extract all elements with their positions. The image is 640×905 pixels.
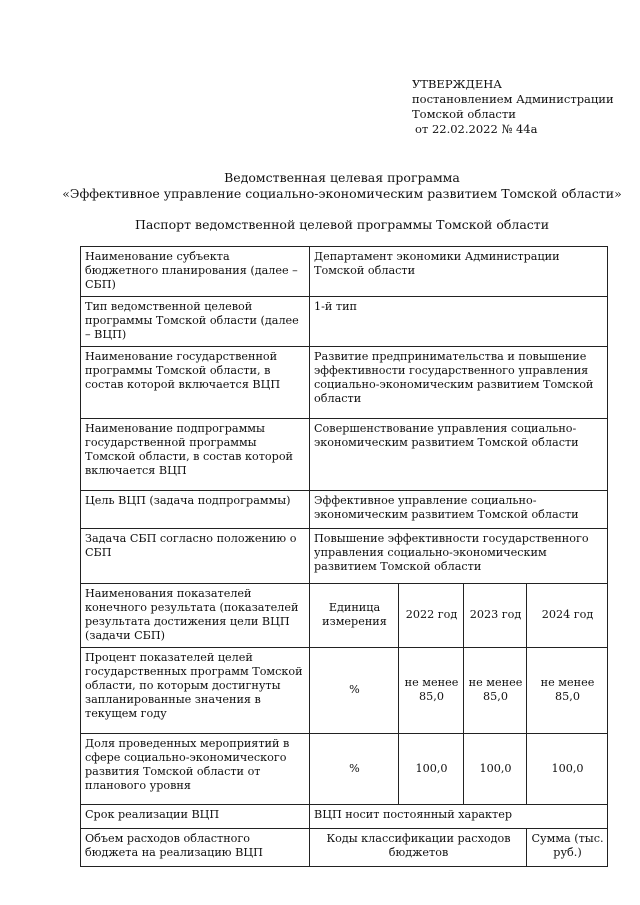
row-label: Наименование подпрограммы государственной программы Томской области, в состав которой включается ВЦП	[81, 419, 310, 491]
indicator-value: не менее 85,0	[399, 648, 464, 734]
indicator-unit: %	[310, 648, 399, 734]
table-row	[81, 491, 608, 529]
row-value: 1-й тип	[310, 297, 608, 347]
indicator-row	[81, 648, 608, 734]
row-label: Срок реализации ВЦП	[81, 805, 310, 829]
row-value: Развитие предпринимательства и повышение эффективности государственного управления социально-экономическим развитием Томской области	[310, 347, 608, 419]
header-unit: Единица измерения	[310, 584, 399, 648]
indicator-name: Процент показателей целей государственных программ Томской области, по которым достигнуты запланированные значения в текущем году	[81, 648, 310, 734]
table-row	[81, 529, 608, 584]
table-row	[81, 805, 608, 829]
passport-title: Паспорт ведомственной целевой программы Томской области	[134, 217, 550, 232]
approval-stamp	[412, 77, 614, 137]
row-label: Объем расходов областного бюджета на реализацию ВЦП	[81, 829, 310, 867]
approval-line: постановлением Администрации	[412, 92, 614, 106]
indicator-value: 100,0	[464, 734, 527, 805]
table-row	[81, 247, 608, 297]
row-label: Цель ВЦП (задача подпрограммы)	[81, 491, 310, 529]
passport-table	[80, 246, 608, 867]
budget-sum: Сумма (тыс. руб.)	[527, 829, 608, 867]
row-label: Задача СБП согласно положению о СБП	[81, 529, 310, 584]
row-value: ВЦП носит постоянный характер	[310, 805, 608, 829]
indicator-row	[81, 734, 608, 805]
indicator-value: 100,0	[527, 734, 608, 805]
table-row	[81, 347, 608, 419]
budget-codes: Коды классификации расходов бюджетов	[310, 829, 527, 867]
program-name: «Эффективное управление социально-экономическим развитием Томской области»	[62, 186, 622, 201]
approval-title: УТВЕРЖДЕНА	[412, 77, 502, 91]
row-label: Тип ведомственной целевой программы Томской области (далее – ВЦП)	[81, 297, 310, 347]
indicator-unit: %	[310, 734, 399, 805]
indicator-name: Доля проведенных мероприятий в сфере социально-экономического развития Томской области от планового уровня	[81, 734, 310, 805]
indicator-value: 100,0	[399, 734, 464, 805]
indicator-value: не менее 85,0	[464, 648, 527, 734]
indicator-value: не менее 85,0	[527, 648, 608, 734]
table-row	[81, 297, 608, 347]
indicators-header	[81, 584, 608, 648]
row-value: Совершенствование управления социально-экономическим развитием Томской области	[310, 419, 608, 491]
header-year: 2024 год	[527, 584, 608, 648]
program-title: Ведомственная целевая программа	[224, 170, 460, 185]
row-value: Департамент экономики Администрации Томской области	[310, 247, 608, 297]
approval-date: от 22.02.2022 № 44а	[415, 122, 538, 136]
row-value: Повышение эффективности государственного управления социально-экономическим развитием Томской области	[310, 529, 608, 584]
row-value: Эффективное управление социально-экономическим развитием Томской области	[310, 491, 608, 529]
approval-line: Томской области	[412, 107, 516, 121]
row-label: Наименование субъекта бюджетного планирования (далее – СБП)	[81, 247, 310, 297]
row-label: Наименование государственной программы Томской области, в состав которой включается ВЦП	[81, 347, 310, 419]
table-row	[81, 419, 608, 491]
header-label: Наименования показателей конечного результата (показателей результата достижения цели ВЦП (задачи СБП)	[81, 584, 310, 648]
header-year: 2022 год	[399, 584, 464, 648]
header-year: 2023 год	[464, 584, 527, 648]
table-row	[81, 829, 608, 867]
